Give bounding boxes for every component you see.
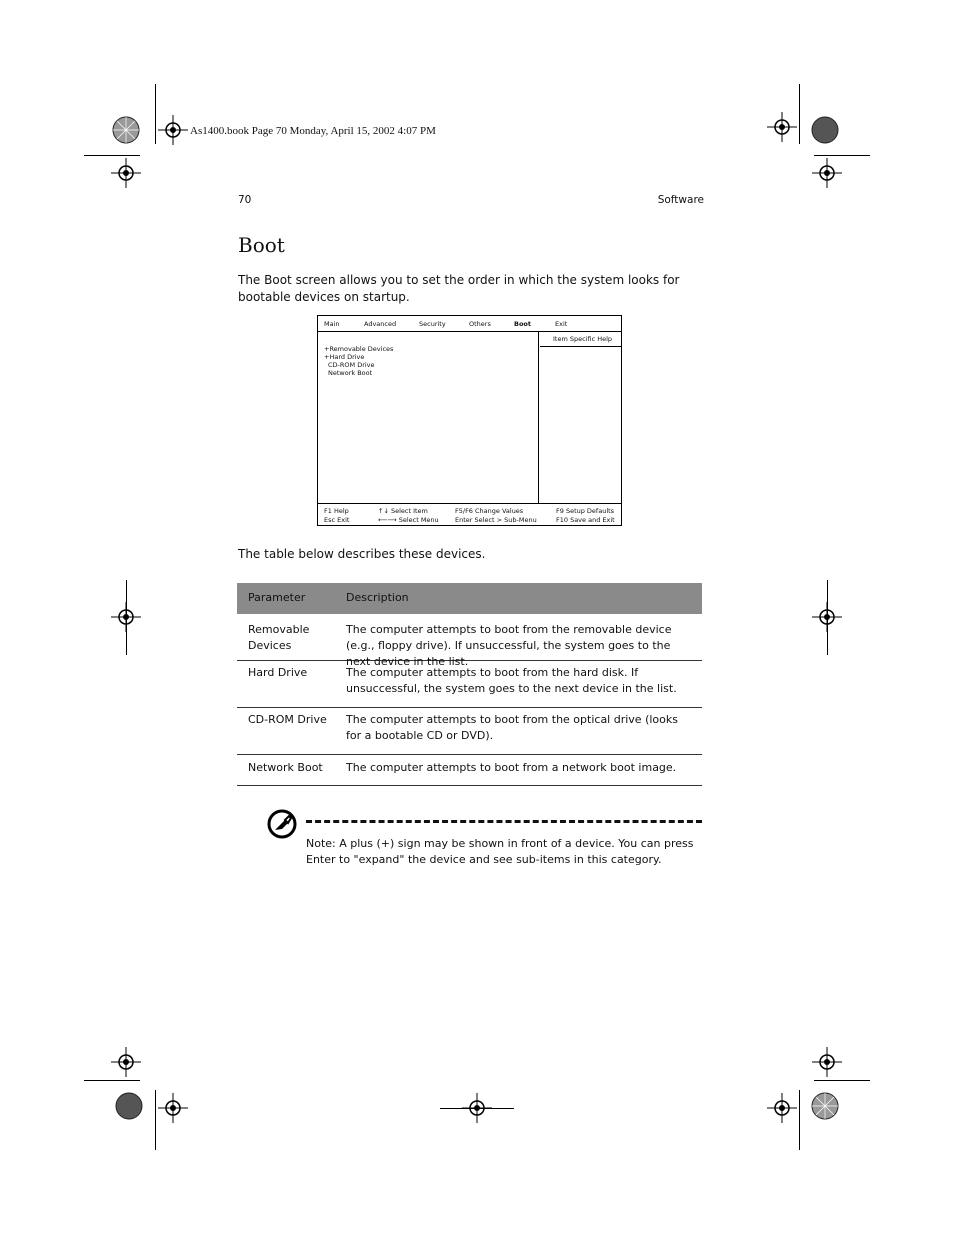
starburst-icon [811, 1092, 839, 1120]
bios-key-updown: ↑↓ Select Item [378, 507, 428, 515]
crosshair-icon [158, 115, 188, 145]
bios-key-f10: F10 Save and Exit [556, 516, 615, 524]
crosshair-icon [111, 158, 141, 188]
bios-boot-screen [317, 315, 622, 526]
bios-help-panel-header [540, 331, 621, 347]
row-parameter: Hard Drive [248, 666, 308, 679]
row-parameter: Network Boot [248, 761, 323, 774]
bios-menu-bar [318, 316, 621, 332]
bios-key-f9: F9 Setup Defaults [556, 507, 615, 515]
row-description: The computer attempts to boot from the optical drive (looks for a bootable CD or DVD). [346, 713, 678, 742]
starburst-icon [112, 116, 140, 144]
bios-menu-security[interactable]: Security [419, 320, 446, 328]
parameter-table [237, 583, 702, 786]
header-description: Description [346, 591, 409, 604]
bios-help-title: Item Specific Help [553, 335, 613, 343]
intro-paragraph: The Boot screen allows you to set the order in which the system looks for bootable devices on startup. [238, 273, 680, 304]
section-name: Software [657, 194, 704, 206]
bios-menu-advanced[interactable]: Advanced [364, 320, 397, 328]
bios-device-list [318, 331, 539, 503]
bios-menu-main[interactable]: Main [324, 320, 340, 328]
row-description: The computer attempts to boot from a network boot image. [346, 761, 677, 774]
bios-menu-exit[interactable]: Exit [555, 320, 568, 328]
bios-menu-boot[interactable]: Boot [514, 320, 531, 328]
table-row [237, 708, 702, 755]
table-row [237, 614, 702, 668]
crosshair-icon [812, 1047, 842, 1077]
bios-key-f1: F1 Help [324, 507, 349, 515]
table-intro: The table below describes these devices. [238, 547, 486, 561]
bios-device-hard-drive[interactable]: +Hard Drive [324, 353, 365, 361]
crosshair-icon [158, 1093, 188, 1123]
crosshair-icon [111, 1047, 141, 1077]
row-description: The computer attempts to boot from the removable device (e.g., floppy drive). If unsuccessful, the system goes to the next device in the list. [346, 623, 672, 668]
header-parameter: Parameter [248, 591, 306, 604]
bios-key-enter: Enter Select > Sub-Menu [455, 516, 537, 524]
bios-menu-others[interactable]: Others [469, 320, 491, 328]
bios-device-removable[interactable]: +Removable Devices [324, 345, 394, 353]
starburst-icon [115, 1092, 143, 1120]
crosshair-icon [812, 158, 842, 188]
print-slug: As1400.book Page 70 Monday, April 15, 2002 4:07 PM [190, 125, 436, 137]
bios-device-network[interactable]: Network Boot [328, 369, 373, 377]
row-description: The computer attempts to boot from the hard disk. If unsuccessful, the system goes to the next device in the list. [346, 666, 677, 695]
note-divider [306, 820, 702, 823]
row-parameter: Removable Devices [248, 623, 310, 652]
page-title: Boot [238, 233, 285, 257]
crosshair-icon [767, 1093, 797, 1123]
note-icon [266, 808, 298, 844]
bios-device-cdrom[interactable]: CD-ROM Drive [328, 361, 375, 369]
bios-footer [318, 503, 621, 525]
starburst-icon [811, 116, 839, 144]
table-row [237, 661, 702, 708]
bios-key-leftright: ⟵⟶ Select Menu [378, 516, 439, 524]
bios-key-f5f6: F5/F6 Change Values [455, 507, 524, 515]
page-number: 70 [238, 194, 252, 206]
bios-key-esc: Esc Exit [324, 516, 350, 524]
table-row [237, 755, 702, 786]
row-parameter: CD-ROM Drive [248, 713, 327, 726]
crosshair-icon [767, 112, 797, 142]
table-header [237, 583, 702, 614]
note-text: Note: A plus (+) sign may be shown in front of a device. You can press Enter to "expand" the device and see sub-items in this category. [306, 837, 694, 866]
